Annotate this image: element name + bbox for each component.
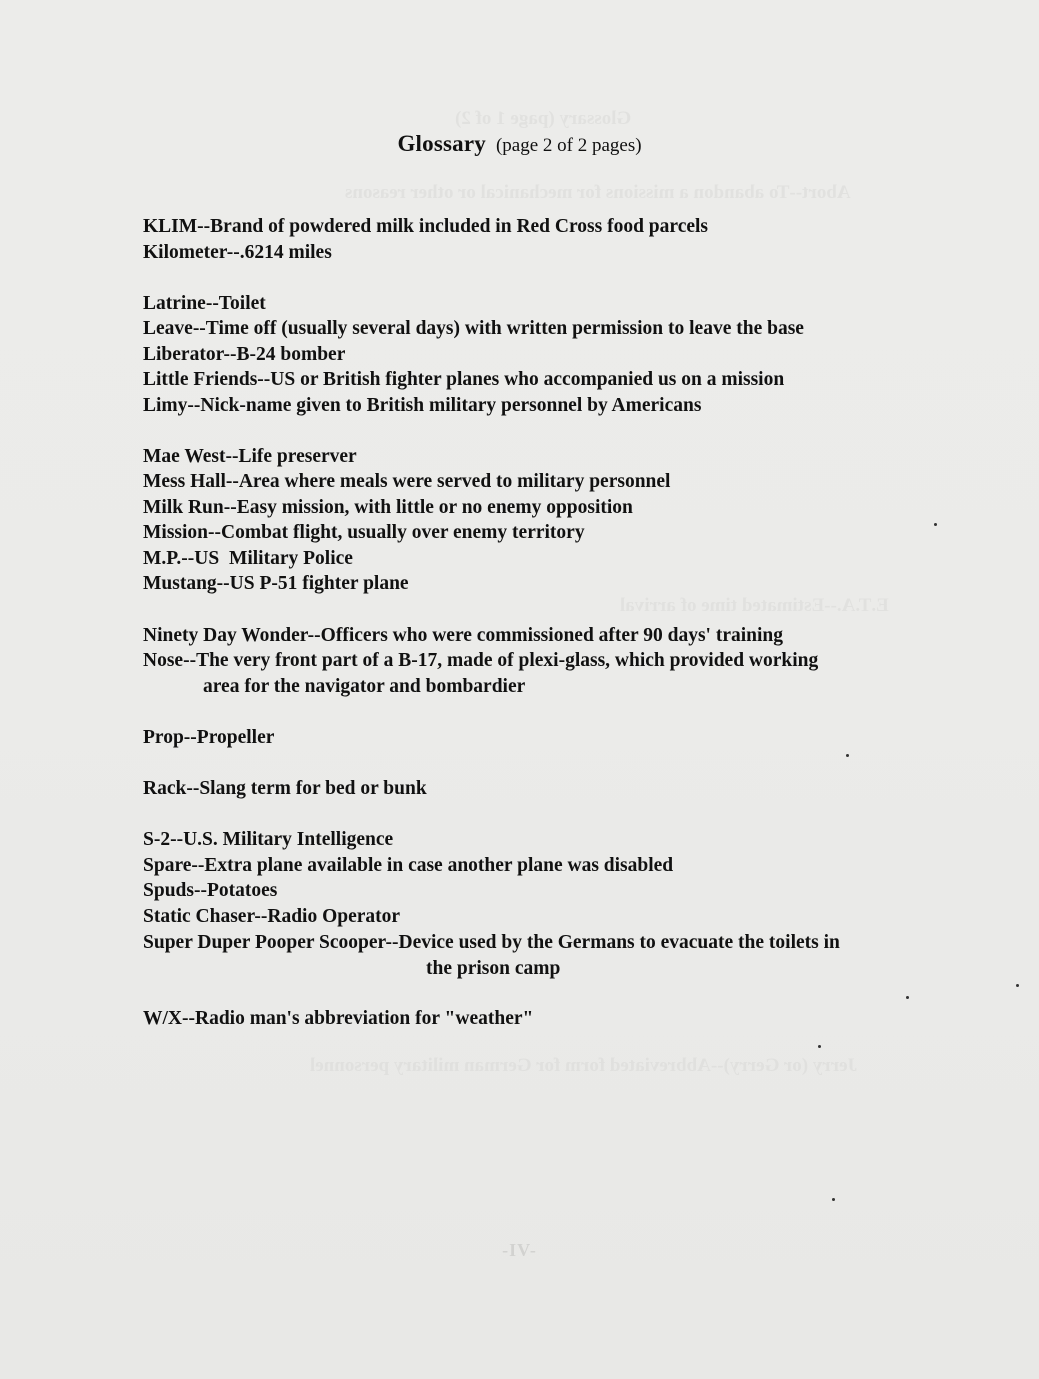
bleed-through-text: Glossary (page 1 of 2) — [455, 108, 632, 129]
entry-text: Kilometer--.6214 miles — [143, 242, 332, 263]
entry-text: Nose--The very front part of a B-17, made of plexi-glass, which provided working — [143, 650, 819, 671]
glossary-entry — [143, 240, 332, 266]
glossary-entry — [143, 367, 784, 393]
scan-speck — [846, 754, 849, 757]
entry-text: Latrine--Toilet — [143, 293, 266, 314]
glossary-entry — [143, 648, 818, 700]
glossary-entry — [143, 469, 670, 495]
scan-speck — [832, 1198, 835, 1201]
glossary-entry — [143, 291, 266, 317]
glossary-entry — [143, 444, 357, 470]
entry-text: Mustang--US P-51 fighter plane — [143, 573, 409, 594]
glossary-entry — [143, 342, 345, 368]
entry-text: W/X--Radio man's abbreviation for "weather" — [143, 1008, 534, 1029]
entry-text: Rack--Slang term for bed or bunk — [143, 778, 427, 799]
entry-continuation: the prison camp — [426, 958, 561, 979]
scan-speck — [906, 996, 909, 999]
bleed-through-text: Jerry (or Gerry)--Abbreviated form for German military personnel — [310, 1055, 858, 1076]
entry-text: Prop--Propeller — [143, 727, 275, 748]
glossary-entry — [143, 546, 353, 572]
glossary-entry — [143, 776, 427, 802]
glossary-entry — [143, 316, 804, 342]
entry-text: Spuds--Potatoes — [143, 880, 278, 901]
entry-text: Super Duper Pooper Scooper--Device used by the Germans to evacuate the toilets in — [143, 932, 840, 953]
glossary-entry — [143, 520, 585, 546]
page-subtitle: (page 2 of 2 pages) — [495, 135, 642, 156]
entry-text: S-2--U.S. Military Intelligence — [143, 829, 394, 850]
glossary-entry — [143, 904, 400, 930]
glossary-entry — [143, 623, 783, 649]
entry-text: Little Friends--US or British fighter planes who accompanied us on a mission — [143, 369, 785, 390]
glossary-entry — [143, 393, 701, 419]
glossary-entry — [143, 725, 274, 751]
entry-text: Liberator--B-24 bomber — [143, 344, 346, 365]
scan-speck — [934, 523, 937, 526]
glossary-entry — [143, 878, 277, 904]
scan-speck — [818, 1045, 821, 1048]
glossary-entry — [143, 214, 708, 240]
bleed-through-text: E.T.A.--Estimated time of arrival — [620, 595, 889, 616]
entry-text: Spare--Extra plane available in case another plane was disabled — [143, 855, 674, 876]
entry-text: Milk Run--Easy mission, with little or no enemy opposition — [143, 497, 633, 518]
glossary-entry — [143, 1006, 533, 1032]
glossary-entry — [143, 571, 409, 597]
entry-text: Mission--Combat flight, usually over enemy territory — [143, 522, 585, 543]
glossary-entry — [143, 495, 633, 521]
title-row — [0, 131, 1039, 157]
glossary-entry — [143, 853, 673, 879]
entry-text: Limy--Nick-name given to British military personnel by Americans — [143, 395, 702, 416]
entry-text: M.P.--US Military Police — [143, 548, 353, 569]
entry-continuation: area for the navigator and bombardier — [203, 676, 526, 697]
entry-text: Leave--Time off (usually several days) with written permission to leave the base — [143, 318, 804, 339]
scan-speck — [1016, 984, 1019, 987]
page-number: -IV- — [502, 1240, 537, 1260]
glossary-entry — [143, 827, 393, 853]
entry-text: KLIM--Brand of powdered milk included in Red Cross food parcels — [143, 216, 709, 237]
glossary-entry — [143, 930, 840, 982]
entry-text: Static Chaser--Radio Operator — [143, 906, 401, 927]
entry-text: Mae West--Life preserver — [143, 446, 357, 467]
bleed-through-text: Abort--To abandon a missions for mechanical or other reasons — [345, 182, 851, 203]
entry-text: Ninety Day Wonder--Officers who were commissioned after 90 days' training — [143, 625, 784, 646]
page-title: Glossary — [397, 131, 486, 156]
entry-text: Mess Hall--Area where meals were served to military personnel — [143, 471, 671, 492]
